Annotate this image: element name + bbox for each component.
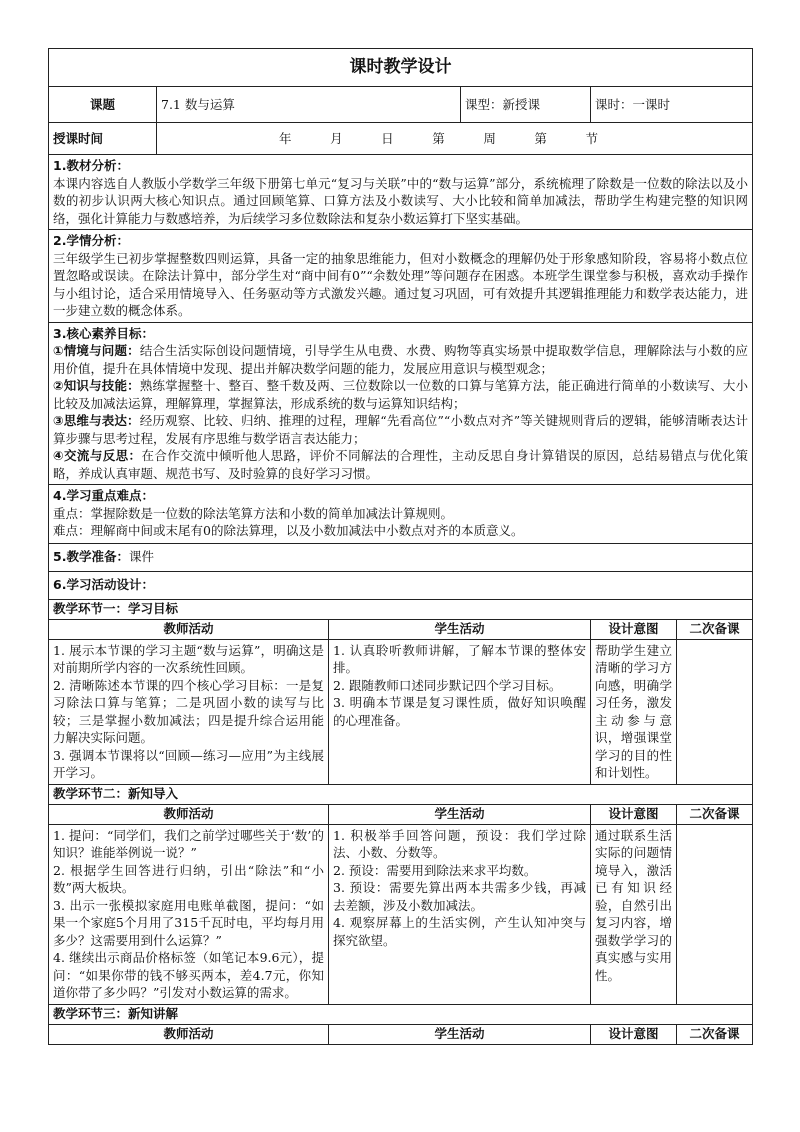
second-prep[interactable] xyxy=(677,639,753,784)
lesson-type: 课型：新授课 xyxy=(461,87,591,123)
student-activity xyxy=(329,639,591,784)
week-prefix: 第 xyxy=(432,130,445,146)
list-item: 2. 清晰陈述本节课的四个核心学习目标：一是复习除法口算与笔算；二是巩固小数的读写与比较；三是掌握小数加减法；四是提升综合运用能力解决实际问题。 xyxy=(53,677,324,745)
activity-row xyxy=(49,824,753,1004)
teacher-activity-header: 教师活动 xyxy=(49,1024,329,1044)
section-textbook-analysis xyxy=(49,155,753,230)
lesson-plan-table xyxy=(48,48,753,1045)
link-title-row xyxy=(49,599,753,619)
second-prep-header: 二次备课 xyxy=(677,804,753,824)
goal-item xyxy=(53,377,748,412)
time-row xyxy=(49,123,753,155)
teacher-activity-header: 教师活动 xyxy=(49,619,329,639)
column-header-row xyxy=(49,1024,753,1044)
section-core-goals xyxy=(49,322,753,485)
month-field: 月 xyxy=(330,130,343,146)
year-field: 年 xyxy=(279,130,292,146)
list-item: 1. 认真聆听教师讲解，了解本节课的整体安排。 xyxy=(333,642,586,675)
hard-point: 难点：理解商中间或末尾有0的除法算理，以及小数加减法中小数点对齐的本质意义。 xyxy=(53,523,524,538)
list-item: 2. 预设：需要用到除法来求平均数。 xyxy=(333,862,537,878)
preparation-text: 课件 xyxy=(128,549,154,565)
goal-text: 经历观察、比较、归纳、推理的过程，理解“先看高位”“小数点对齐”等关键规则背后的逻辑，能够清晰表达计算步骤与思考过程，发展有序思维与数学语言表达能力； xyxy=(53,413,748,446)
goal-lead: ③思维与表达： xyxy=(53,413,140,428)
goal-lead: ①情境与问题： xyxy=(53,343,140,358)
student-activity-header: 学生活动 xyxy=(329,619,591,639)
list-item: 1. 积极举手回答问题，预设：我们学过除法、小数、分数等。 xyxy=(333,827,586,860)
link-title: 教学环节三：新知讲解 xyxy=(49,1004,753,1024)
section-title: 1.教材分析： xyxy=(53,158,129,173)
teacher-activity xyxy=(49,824,329,1004)
time-fields xyxy=(157,123,753,155)
list-item: 2. 跟随教师口述同步默记四个学习目标。 xyxy=(333,677,562,693)
section-title: 5.教学准备： xyxy=(53,549,129,565)
second-prep[interactable] xyxy=(677,824,753,1004)
list-item: 3. 强调本节课将以“回顾—练习—应用”为主线展开学习。 xyxy=(53,747,324,780)
teacher-activity-header: 教师活动 xyxy=(49,804,329,824)
goal-item xyxy=(53,447,748,482)
list-item: 3. 预设：需要先算出两本共需多少钱，再减去差额，涉及小数加减法。 xyxy=(333,880,586,913)
student-activity xyxy=(329,824,591,1004)
goal-item xyxy=(53,412,748,447)
section-key-points xyxy=(49,485,753,544)
period-prefix: 第 xyxy=(534,130,547,146)
design-intent-header: 设计意图 xyxy=(591,619,677,639)
link-title-row xyxy=(49,1004,753,1024)
goal-text: 结合生活实际创设问题情境，引导学生从电费、水费、购物等真实场景中提取数学信息，理解除法与小数的应用价值，提升在具体情境中发现、提出并解决数学问题的能力，发展应用意识与模型观念； xyxy=(53,343,748,376)
topic-row xyxy=(49,87,753,123)
design-intent-header: 设计意图 xyxy=(591,804,677,824)
week-field: 周 xyxy=(483,130,496,146)
goal-text: 在合作交流中倾听他人思路，评价不同解法的合理性，主动反思自身计算错误的原因，总结易错点与优化策略，养成认真审题、规范书写、及时验算的良好学习习惯。 xyxy=(53,448,748,481)
list-item: 3. 明确本节课是复习课性质，做好知识唤醒的心理准备。 xyxy=(333,695,586,728)
section-activity-design xyxy=(49,571,753,599)
student-activity-header: 学生活动 xyxy=(329,804,591,824)
design-intent-header: 设计意图 xyxy=(591,1024,677,1044)
section-text: 本课内容选自人教版小学数学三年级下册第七单元“复习与关联”中的“数与运算”部分，系统梳理了除数是一位数的除法以及小数的初步认识两大核心知识点。通过回顾笔算、口算方法及小数读写、大小比较和简单加减法，帮助学生构建完整的知识网络，强化计算能力与数感培养，为后续学习多位数除法和复杂小数运算打下坚实基础。 xyxy=(53,175,748,226)
goal-item xyxy=(53,342,748,377)
list-item: 4. 观察屏幕上的生活实例，产生认知冲突与探究欲望。 xyxy=(333,915,586,948)
section-title: 4.学习重点难点： xyxy=(53,488,154,503)
list-item: 1. 展示本节课的学习主题“数与运算”，明确这是对前期所学内容的一次系统性回顾。 xyxy=(53,642,324,675)
second-prep-header: 二次备课 xyxy=(677,619,753,639)
title-row xyxy=(49,49,753,87)
list-item: 2. 根据学生回答进行归纳，引出“除法”和“小数”两大板块。 xyxy=(53,862,324,895)
list-item: 1. 提问：“同学们，我们之前学过哪些关于‘数’的知识？谁能举例说一说？” xyxy=(53,827,324,860)
column-header-row xyxy=(49,619,753,639)
design-intent: 通过联系生活实际的问题情境导入，激活已有知识经验，自然引出复习内容，增强数学学习的真实感与实用性。 xyxy=(591,824,677,1004)
section-student-analysis xyxy=(49,230,753,323)
list-item: 4. 继续出示商品价格标签（如笔记本9.6元），提问：“如果你带的钱不够买两本，差4.7元，你知道你带了多少吗？”引发对小数运算的需求。 xyxy=(53,950,324,1000)
page xyxy=(48,48,752,1045)
second-prep-header: 二次备课 xyxy=(677,1024,753,1044)
section-title: 6.学习活动设计： xyxy=(49,571,753,599)
list-item: 3. 出示一张模拟家庭用电账单截图，提问：“如果一个家庭5个月用了315千瓦时电，平均每月用多少？这需要用到什么运算？” xyxy=(53,897,324,948)
goal-lead: ②知识与技能： xyxy=(53,378,140,393)
day-field: 日 xyxy=(381,130,394,146)
link-title: 教学环节一：学习目标 xyxy=(49,599,753,619)
section-preparation xyxy=(49,543,753,571)
key-point: 重点：掌握除数是一位数的除法笔算方法和小数的简单加减法计算规则。 xyxy=(53,505,454,521)
topic-value: 7.1 数与运算 xyxy=(157,87,461,123)
teacher-activity xyxy=(49,639,329,784)
column-header-row xyxy=(49,804,753,824)
activity-row xyxy=(49,639,753,784)
link-title-row xyxy=(49,784,753,804)
topic-label: 课题 xyxy=(49,87,157,123)
lesson-hours: 课时：一课时 xyxy=(591,87,753,123)
goal-text: 熟练掌握整十、整百、整千数及两、三位数除以一位数的口算与笔算方法，能正确进行简单的小数读写、大小比较及加减法运算，理解算理，掌握算法，形成系统的数与运算知识结构； xyxy=(53,378,748,411)
section-title: 2.学情分析： xyxy=(53,233,129,248)
goal-lead: ④交流与反思： xyxy=(53,448,142,463)
time-label: 授课时间 xyxy=(49,123,157,155)
student-activity-header: 学生活动 xyxy=(329,1024,591,1044)
design-intent: 帮助学生建立清晰的学习方向感，明确学习任务，激发主动参与意识，增强课堂学习的目的性和计划性。 xyxy=(591,639,677,784)
link-title: 教学环节二：新知导入 xyxy=(49,784,753,804)
period-field: 节 xyxy=(585,130,598,146)
section-text: 三年级学生已初步掌握整数四则运算，具备一定的抽象思维能力，但对小数概念的理解仍处于形象感知阶段，容易将小数点位置忽略或误读。在除法计算中，部分学生对“商中间有0”“余数处理”等问题存在困惑。本班学生课堂参与积极，喜欢动手操作与小组讨论，适合采用情境导入、任务驱动等方式激发兴趣。通过复习巩固，可有效提升其逻辑推理能力和数学表达能力，进一步建立数的概念体系。 xyxy=(53,250,748,318)
section-title: 3.核心素养目标： xyxy=(53,325,154,341)
page-title: 课时教学设计 xyxy=(49,49,753,87)
